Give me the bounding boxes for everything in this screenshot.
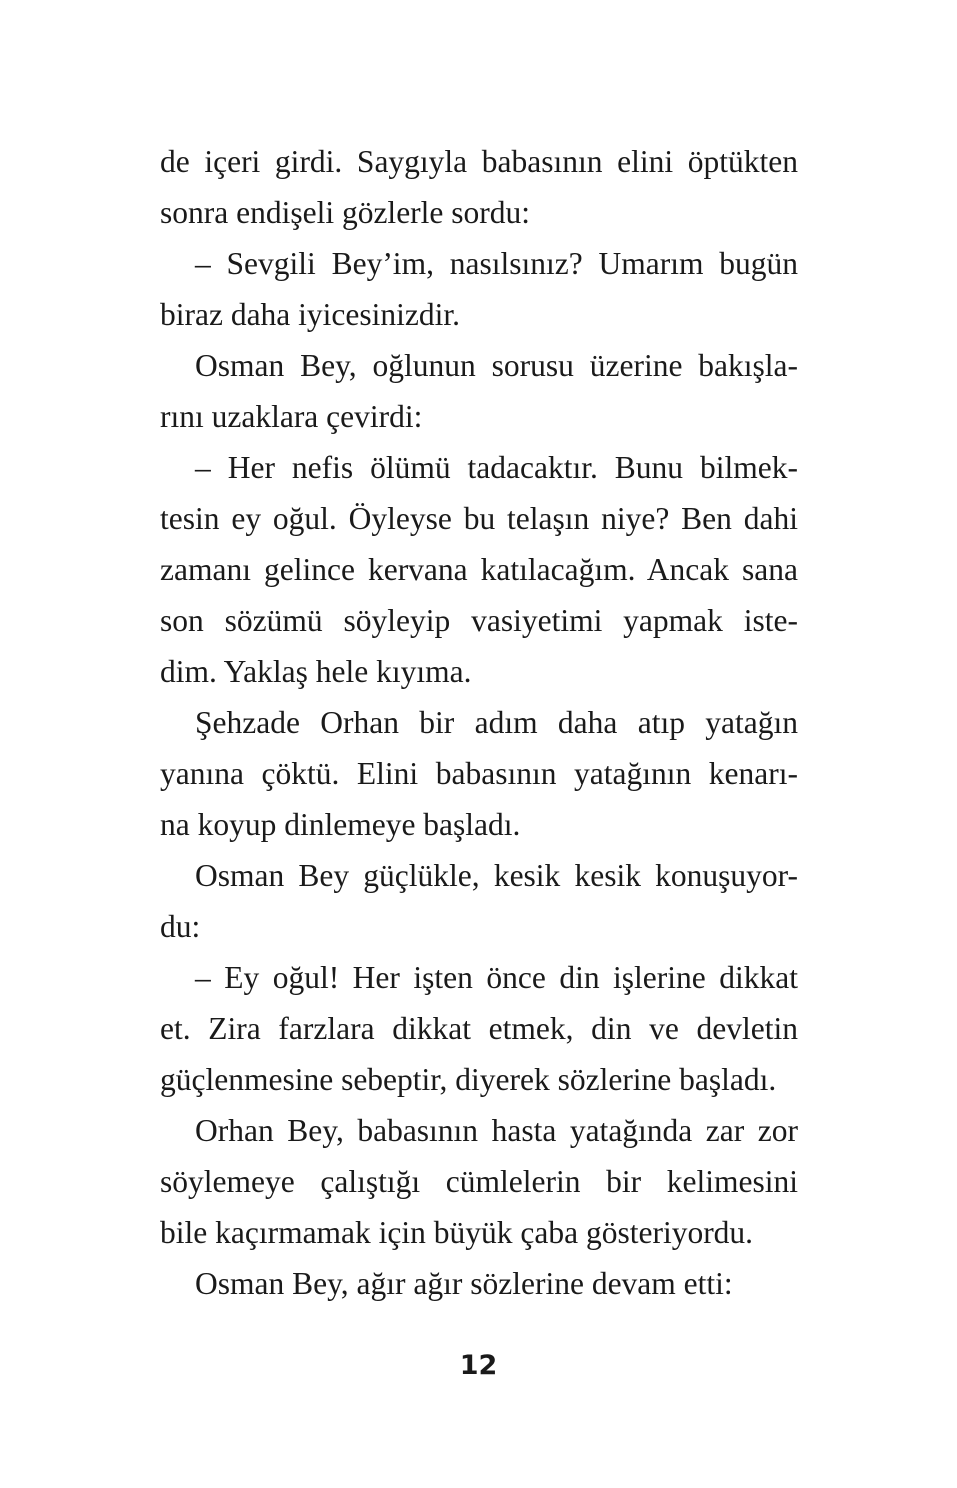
page-number: 12 [459,1350,498,1381]
text-line: – Ey oğul! Her işten önce din işlerine dikkat [195,960,798,995]
text-line: biraz daha iyicesinizdir. [160,297,461,332]
text-line: – Sevgili Bey’im, nasılsınız? Umarım bugün [195,246,798,281]
text-line: sonra endişeli gözlerle sordu: [160,195,531,230]
text-line: du: [160,909,201,944]
paragraph [160,1105,798,1258]
text-line: yanına çöktü. Elini babasının yatağının kenarı- [160,756,798,791]
paragraph [160,697,798,850]
text-line: Osman Bey, ağır ağır sözlerine devam etti: [195,1266,733,1301]
paragraph [160,136,798,238]
paragraph [160,952,798,1105]
text-line: son sözümü söyleyip vasiyetimi yapmak iste- [160,603,798,638]
text-line: de içeri girdi. Saygıyla babasının elini öptükten [160,144,798,179]
paragraph [160,1258,798,1309]
text-line: na koyup dinlemeye başladı. [160,807,521,842]
text-line: Şehzade Orhan bir adım daha atıp yatağın [195,705,798,740]
text-line: güçlenmesine sebeptir, diyerek sözlerine başladı. [160,1062,777,1097]
paragraph [160,238,798,340]
text-line: tesin ey oğul. Öyleyse bu telaşın niye? Ben dahi [160,501,798,536]
text-line: rını uzaklara çevirdi: [160,399,423,434]
paragraph [160,340,798,442]
paragraph [160,442,798,697]
text-line: Osman Bey güçlükle, kesik kesik konuşuyor- [195,858,798,893]
text-line: bile kaçırmamak için büyük çaba gösteriyordu. [160,1215,754,1250]
text-line: zamanı gelince kervana katılacağım. Ancak sana [160,552,798,587]
body-text [160,136,798,1309]
text-line: Osman Bey, oğlunun sorusu üzerine bakışla- [195,348,798,383]
text-line: – Her nefis ölümü tadacaktır. Bunu bilmek- [195,450,798,485]
text-line: söylemeye çalıştığı cümlelerin bir kelimesini [160,1164,798,1199]
paragraph [160,850,798,952]
text-line: et. Zira farzlara dikkat etmek, din ve devletin [160,1011,798,1046]
text-line: dim. Yaklaş hele kıyıma. [160,654,472,689]
text-line: Orhan Bey, babasının hasta yatağında zar zor [195,1113,798,1148]
